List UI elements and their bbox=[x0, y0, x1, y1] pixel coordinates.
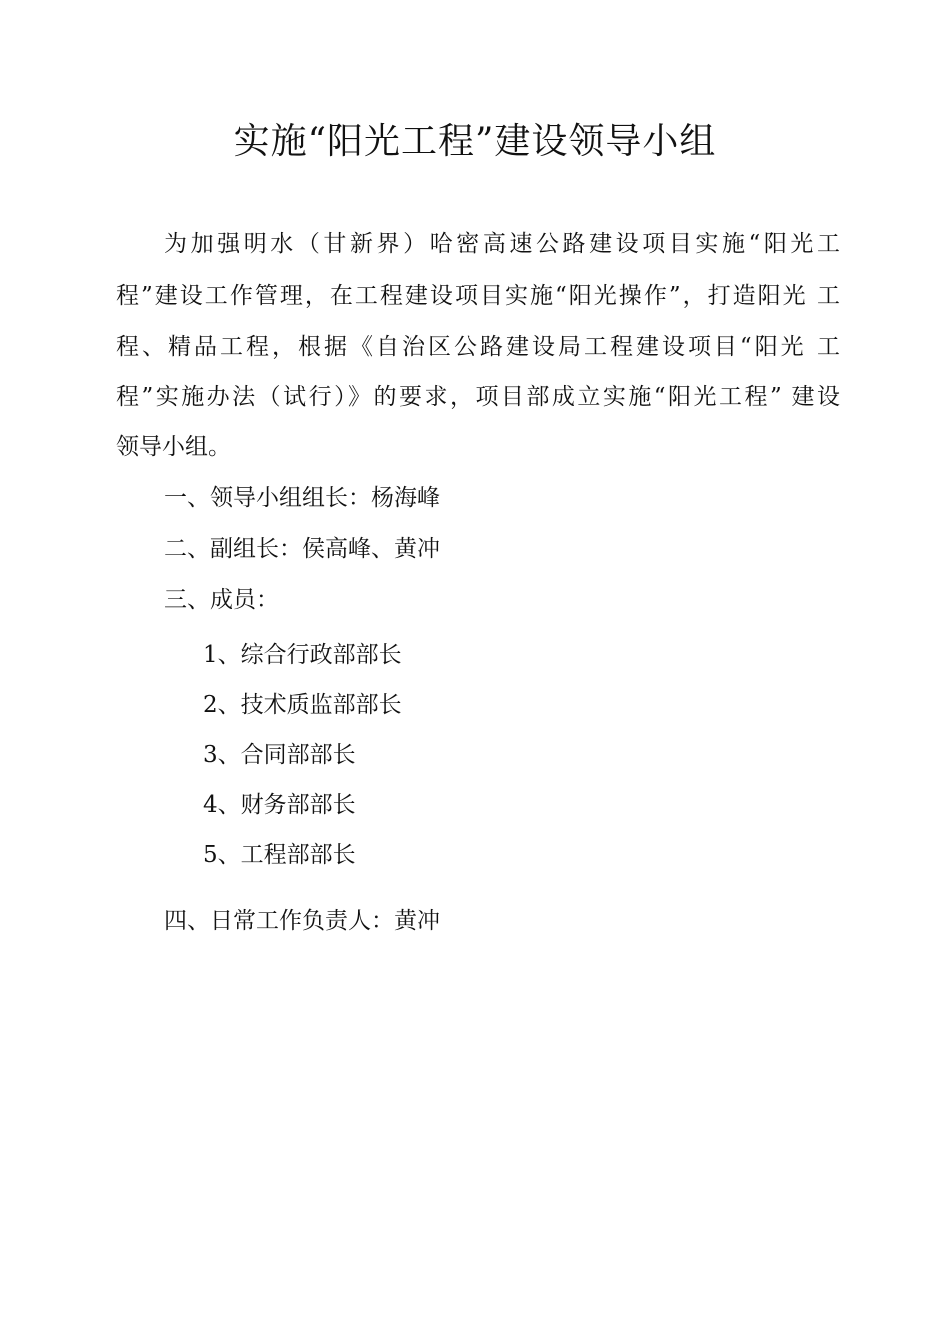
deputy-line: 二、副组长：侯高峰、黄冲 bbox=[164, 536, 440, 562]
member-item: 5、工程部部长 bbox=[203, 842, 356, 868]
member-item: 1、综合行政部部长 bbox=[203, 642, 402, 668]
intro-paragraph-line: 为加强明水（甘新界）哈密高速公路建设项目实施“阳光工 bbox=[164, 231, 840, 257]
members-heading: 三、成员： bbox=[164, 587, 279, 613]
intro-paragraph-line: 程”实施办法（试行）》的要求，项目部成立实施“阳光工程” 建设 bbox=[116, 384, 840, 410]
intro-paragraph-line: 程、精品工程，根据《自治区公路建设局工程建设项目“阳光 工 bbox=[116, 334, 840, 360]
intro-paragraph-line: 领导小组。 bbox=[116, 434, 231, 460]
daily-contact-line: 四、日常工作负责人：黄冲 bbox=[164, 908, 440, 934]
member-item: 2、技术质监部部长 bbox=[203, 692, 402, 718]
document-title: 实施“阳光工程”建设领导小组 bbox=[233, 121, 717, 162]
member-item: 3、合同部部长 bbox=[203, 742, 356, 768]
leader-line: 一、领导小组组长：杨海峰 bbox=[164, 485, 440, 511]
member-item: 4、财务部部长 bbox=[203, 792, 356, 818]
intro-paragraph-line: 程”建设工作管理，在工程建设项目实施“阳光操作”，打造阳光 工 bbox=[116, 283, 840, 309]
